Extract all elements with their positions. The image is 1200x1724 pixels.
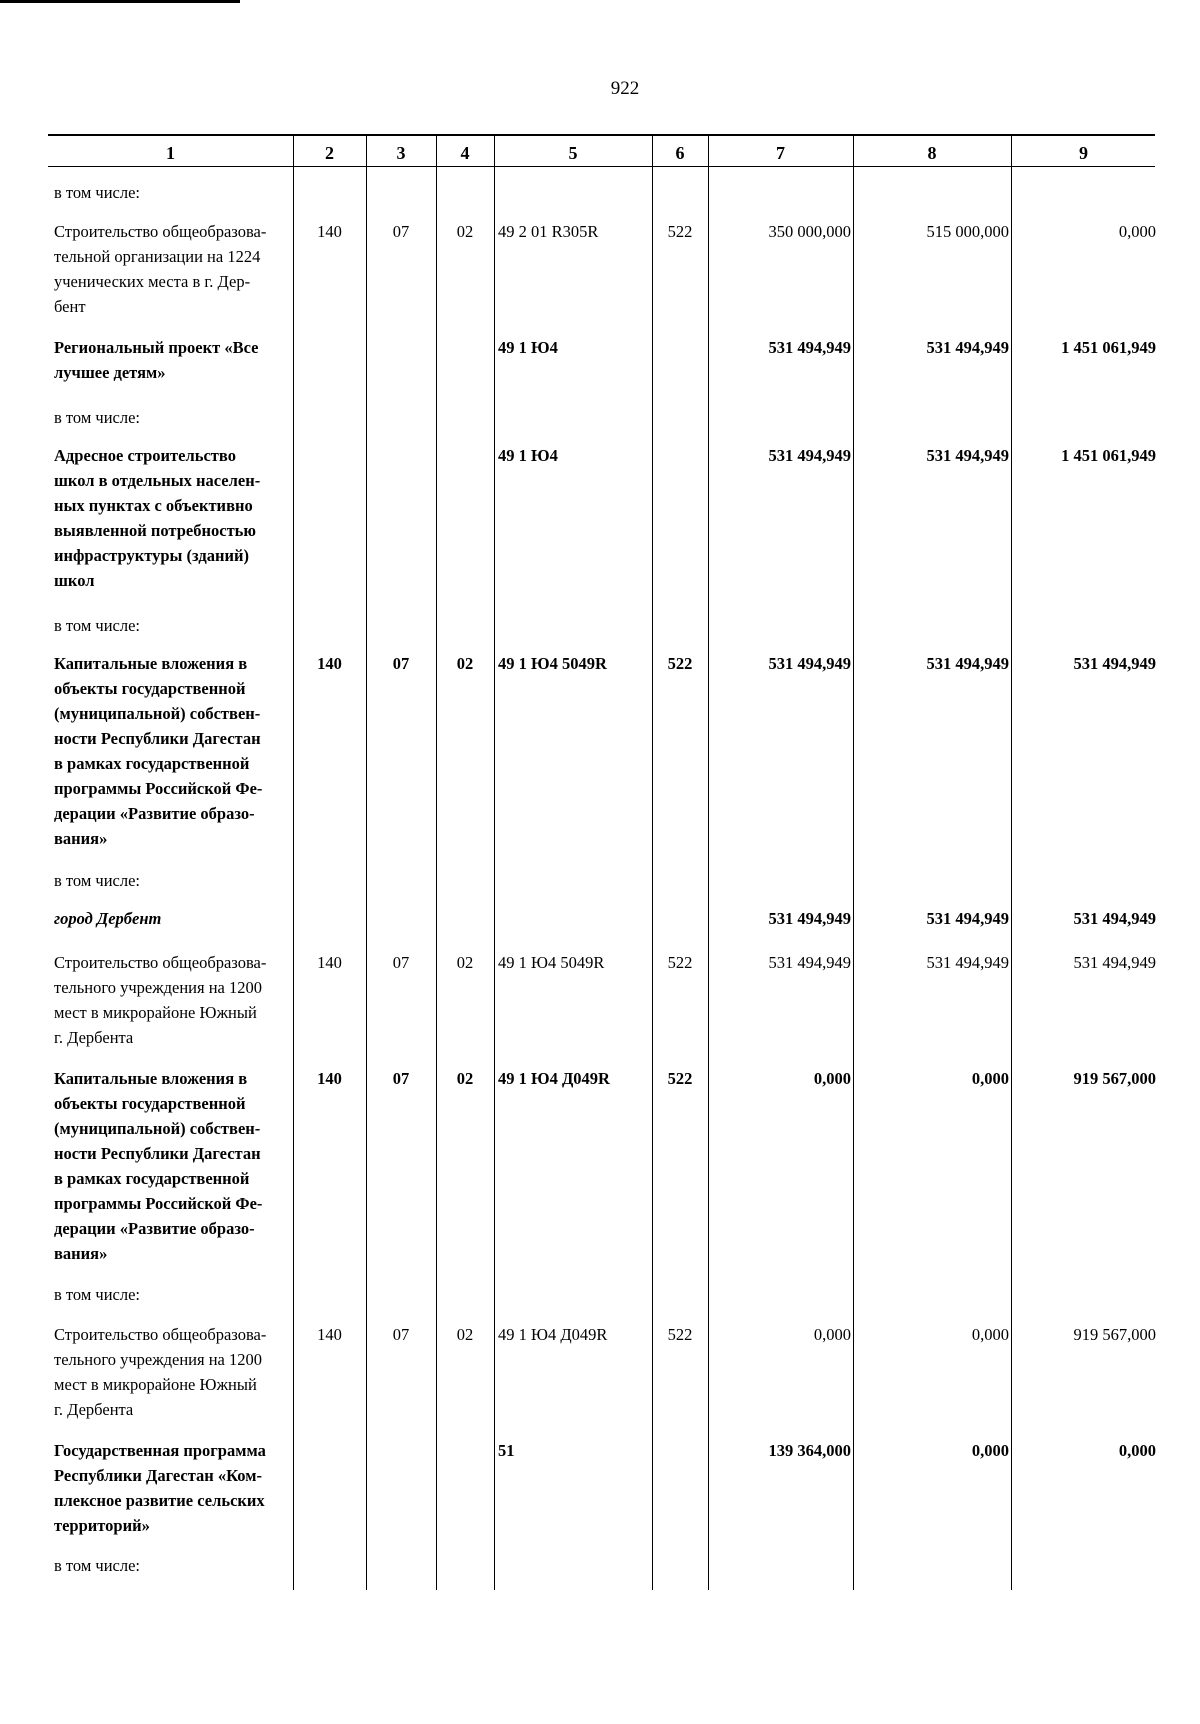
row-cell-c7: 0,000 bbox=[813, 1325, 851, 1344]
row-cell-c9: 531 494,949 bbox=[1073, 654, 1156, 673]
row-cell-c2: 140 bbox=[317, 654, 342, 673]
row-cell-c8: 531 494,949 bbox=[926, 338, 1009, 357]
row-cell-c4: 02 bbox=[456, 654, 474, 673]
row-cell-c5: 49 1 Ю4 Д049R bbox=[498, 1069, 610, 1088]
row-cell-c3: 07 bbox=[392, 953, 410, 972]
row-cell-c3: 07 bbox=[392, 1325, 410, 1344]
row-cell-c3: 07 bbox=[392, 654, 410, 673]
row-cell-c7: 531 494,949 bbox=[768, 338, 851, 357]
row-cell-c8: 531 494,949 bbox=[926, 654, 1009, 673]
row-cell-c9: 0,000 bbox=[1118, 1441, 1156, 1460]
header-col-3: 3 bbox=[396, 143, 406, 163]
row-label: в том числе: bbox=[54, 1556, 141, 1575]
row-cell-c5: 49 2 01 R305R bbox=[498, 222, 599, 241]
header-top-rule bbox=[48, 134, 1155, 136]
row-cell-c2: 140 bbox=[317, 953, 342, 972]
row-cell-c9: 1 451 061,949 bbox=[1061, 338, 1156, 357]
row-cell-c6: 522 bbox=[667, 222, 693, 241]
row-label: Строительство общеобразова- тельной организации на 1224 ученических места в г. Дер- бент bbox=[54, 222, 267, 316]
row-cell-c8: 531 494,949 bbox=[926, 953, 1009, 972]
header-col-4: 4 bbox=[460, 143, 470, 163]
header-col-5: 5 bbox=[568, 143, 578, 163]
col-border bbox=[436, 135, 437, 1590]
row-cell-c2: 140 bbox=[317, 1069, 342, 1088]
row-label: Строительство общеобразова- тельного учреждения на 1200 мест в микрорайоне Южный г. Дербента bbox=[54, 953, 267, 1047]
row-cell-c8: 0,000 bbox=[971, 1441, 1009, 1460]
row-cell-c7: 531 494,949 bbox=[768, 953, 851, 972]
row-cell-c8: 0,000 bbox=[971, 1069, 1009, 1088]
row-label: Адресное строительство школ в отдельных населен- ных пунктах с объективно выявленной потребностью инфраструктуры (зданий) школ bbox=[54, 446, 261, 590]
row-cell-c7: 531 494,949 bbox=[768, 446, 851, 465]
page-number: 922 bbox=[610, 78, 640, 99]
row-cell-c3: 07 bbox=[392, 222, 410, 241]
row-label: в том числе: bbox=[54, 183, 141, 202]
header-col-9: 9 bbox=[1079, 143, 1088, 163]
row-cell-c6: 522 bbox=[667, 1069, 693, 1088]
row-cell-c7: 350 000,000 bbox=[768, 222, 851, 241]
row-label: в том числе: bbox=[54, 871, 141, 890]
row-cell-c5: 49 1 Ю4 Д049R bbox=[498, 1325, 608, 1344]
header-col-2: 2 bbox=[325, 143, 334, 163]
row-cell-c4: 02 bbox=[456, 953, 474, 972]
header-col-6: 6 bbox=[675, 143, 685, 163]
header-bottom-rule bbox=[48, 166, 1155, 167]
row-cell-c6: 522 bbox=[667, 953, 693, 972]
row-cell-c9: 531 494,949 bbox=[1073, 953, 1156, 972]
row-cell-c5: 51 bbox=[498, 1441, 515, 1460]
row-cell-c9: 1 451 061,949 bbox=[1061, 446, 1156, 465]
row-cell-c8: 531 494,949 bbox=[926, 909, 1009, 928]
row-cell-c5: 49 1 Ю4 bbox=[498, 446, 558, 465]
row-label: город Дербент bbox=[54, 909, 162, 928]
row-cell-c4: 02 bbox=[456, 1069, 474, 1088]
header-col-1: 1 bbox=[166, 143, 175, 163]
row-label: Капитальные вложения в объекты государственной (муниципальной) собствен- ности Республики Дагестан в рамках государственной программы Российской Фе- дерации «Развитие образо- вания» bbox=[54, 654, 263, 848]
row-cell-c7: 531 494,949 bbox=[768, 654, 851, 673]
row-cell-c7: 0,000 bbox=[813, 1069, 851, 1088]
row-cell-c7: 531 494,949 bbox=[768, 909, 851, 928]
row-cell-c9: 919 567,000 bbox=[1073, 1325, 1156, 1344]
row-label: Региональный проект «Все лучшее детям» bbox=[54, 338, 259, 382]
row-label: Строительство общеобразова- тельного учреждения на 1200 мест в микрорайоне Южный г. Дербента bbox=[54, 1325, 267, 1419]
row-cell-c5: 49 1 Ю4 bbox=[498, 338, 558, 357]
row-label: в том числе: bbox=[54, 1285, 141, 1304]
row-cell-c8: 531 494,949 bbox=[926, 446, 1009, 465]
row-cell-c7: 139 364,000 bbox=[768, 1441, 851, 1460]
row-cell-c9: 919 567,000 bbox=[1073, 1069, 1156, 1088]
row-cell-c3: 07 bbox=[392, 1069, 410, 1088]
row-cell-c2: 140 bbox=[317, 222, 342, 241]
row-cell-c8: 515 000,000 bbox=[926, 222, 1009, 241]
row-cell-c5: 49 1 Ю4 5049R bbox=[498, 654, 607, 673]
row-cell-c8: 0,000 bbox=[971, 1325, 1009, 1344]
row-cell-c4: 02 bbox=[456, 1325, 474, 1344]
col-border bbox=[652, 135, 653, 1590]
col-border bbox=[366, 135, 367, 1590]
row-cell-c6: 522 bbox=[667, 1325, 693, 1344]
row-cell-c6: 522 bbox=[667, 654, 693, 673]
row-cell-c9: 0,000 bbox=[1118, 222, 1156, 241]
header-col-7: 7 bbox=[776, 143, 785, 163]
col-border bbox=[494, 135, 495, 1590]
row-cell-c4: 02 bbox=[456, 222, 474, 241]
col-border bbox=[293, 135, 294, 1590]
header-col-8: 8 bbox=[927, 143, 937, 163]
row-label: Государственная программа Республики Дагестан «Ком- плексное развитие сельских территорий» bbox=[54, 1441, 266, 1535]
row-cell-c5: 49 1 Ю4 5049R bbox=[498, 953, 605, 972]
row-cell-c2: 140 bbox=[317, 1325, 342, 1344]
row-label: в том числе: bbox=[54, 616, 141, 635]
row-cell-c9: 531 494,949 bbox=[1073, 909, 1156, 928]
row-label: в том числе: bbox=[54, 408, 141, 427]
row-label: Капитальные вложения в объекты государственной (муниципальной) собствен- ности Республики Дагестан в рамках государственной программы Российской Фе- дерации «Развитие образо- вания» bbox=[54, 1069, 263, 1263]
